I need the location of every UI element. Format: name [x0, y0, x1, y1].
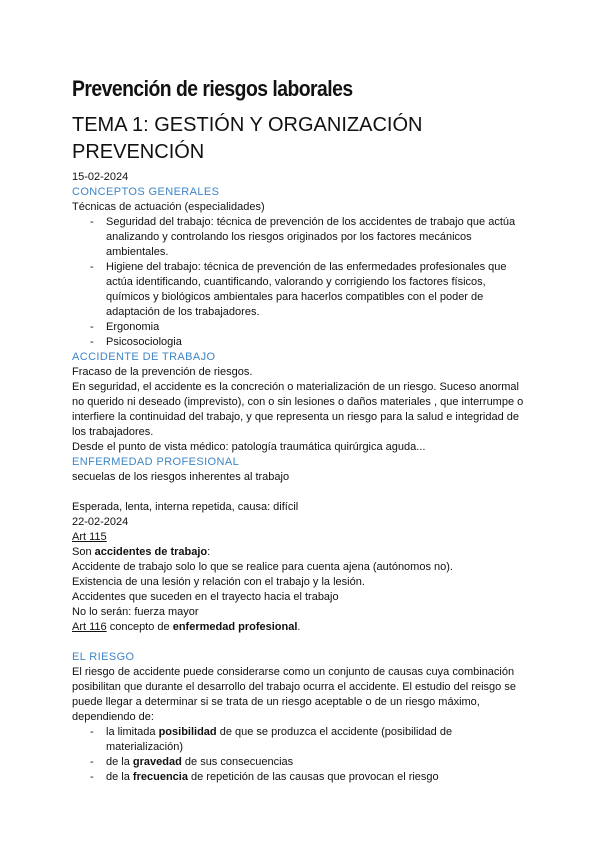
list-item: - Seguridad del trabajo: técnica de prevención de los accidentes de trabajo que actúa analizando y controlando los riesgos originados por los factores mecánicos ambientales.: [72, 215, 532, 260]
paragraph: El riesgo de accidente puede considerarse como un conjunto de causas cuya combinación posibilitan que durante el desarrollo del trabajo ocurra el accidente. El estudio del reisgo se puede llegar a determinar si se trata de un riesgo aceptable o de un riesgo máximo, dependiendo de:: [72, 666, 516, 723]
list-item: - Psicosociologia: [72, 335, 532, 350]
topic-heading: TEMA 1: GESTIÓN Y ORGANIZACIÓN PREVENCIÓN: [72, 114, 423, 163]
art-115-link[interactable]: Art 115: [72, 531, 107, 543]
art-116-link[interactable]: Art 116: [72, 621, 107, 633]
text-span: :: [207, 546, 211, 558]
art-116-line: [72, 620, 532, 635]
techniques-intro: Técnicas de actuación (especialidades): [72, 201, 265, 213]
techniques-list: [72, 215, 532, 350]
paragraph: No lo serán: fuerza mayor: [72, 606, 199, 618]
section-enfermedad-profesional: ENFERMEDAD PROFESIONAL: [72, 456, 240, 468]
bold-term: enfermedad profesional: [172, 621, 298, 633]
text-span: concepto de: [106, 621, 173, 633]
date-2: 22-02-2024: [72, 516, 129, 528]
text-span: Son: [72, 546, 95, 558]
paragraph: Existencia de una lesión y relación con el trabajo y la lesión.: [72, 576, 365, 588]
son-accidentes-line: [72, 545, 532, 560]
paragraph: secuelas de los riesgos inherentes al trabajo: [72, 471, 290, 483]
text-span: de repetición de las causas que provocan el riesgo: [187, 771, 439, 783]
list-item: [72, 755, 532, 770]
risk-factors-list: [72, 725, 532, 785]
paragraph: Accidentes que suceden en el trayecto hacia el trabajo: [72, 591, 339, 603]
paragraph: En seguridad, el accidente es la concreción o materialización de un riesgo. Suceso anormal no querido ni deseado (imprevisto), con o sin lesiones o daños materiales , que interrumpe o interfiere la continuidad del trabajo, y que representa un riesgo para la salud e integridad de los trabajadores.: [72, 381, 524, 438]
text-span: la limitada: [106, 726, 159, 738]
document-page: [72, 74, 532, 785]
date-1: 15-02-2024: [72, 171, 129, 183]
text-span: de la: [106, 756, 133, 768]
text-span: de la: [106, 771, 133, 783]
list-item: [72, 725, 532, 755]
bold-term: frecuencia: [132, 771, 188, 783]
text-span: .: [297, 621, 301, 633]
text-span: de sus consecuencias: [181, 756, 294, 768]
list-item: - Higiene del trabajo: técnica de prevención de las enfermedades profesionales que actúa identificando, cuantificando, valorando y corrigiendo los factores físicos, químicos y biológicos ambientales para hacerlos compatibles con el poder de adaptación de los trabajadores.: [72, 260, 532, 320]
paragraph: Desde el punto de vista médico: patología traumática quirúrgica aguda...: [72, 441, 426, 453]
section-accidente-de-trabajo: ACCIDENTE DE TRABAJO: [72, 351, 216, 363]
paragraph: Fracaso de la prevención de riesgos.: [72, 366, 253, 378]
text-span: de que se produzca el accidente (posibilidad de materialización): [106, 726, 453, 753]
bold-term: gravedad: [132, 756, 182, 768]
blank-line: [72, 635, 532, 650]
paragraph: Esperada, lenta, interna repetida, causa: difícil: [72, 501, 299, 513]
paragraph: Accidente de trabajo solo lo que se realice para cuenta ajena (autónomos no).: [72, 561, 453, 573]
document-title: Prevención de riesgos laborales: [72, 76, 353, 101]
bold-term: accidentes de trabajo: [94, 546, 208, 558]
list-item: [72, 770, 532, 785]
blank-line: [72, 485, 532, 500]
bold-term: posibilidad: [158, 726, 217, 738]
list-item: - Ergonomia: [72, 320, 532, 335]
art-115-line: [72, 530, 532, 545]
section-conceptos-generales: CONCEPTOS GENERALES: [72, 186, 220, 198]
section-el-riesgo: EL RIESGO: [72, 651, 135, 663]
